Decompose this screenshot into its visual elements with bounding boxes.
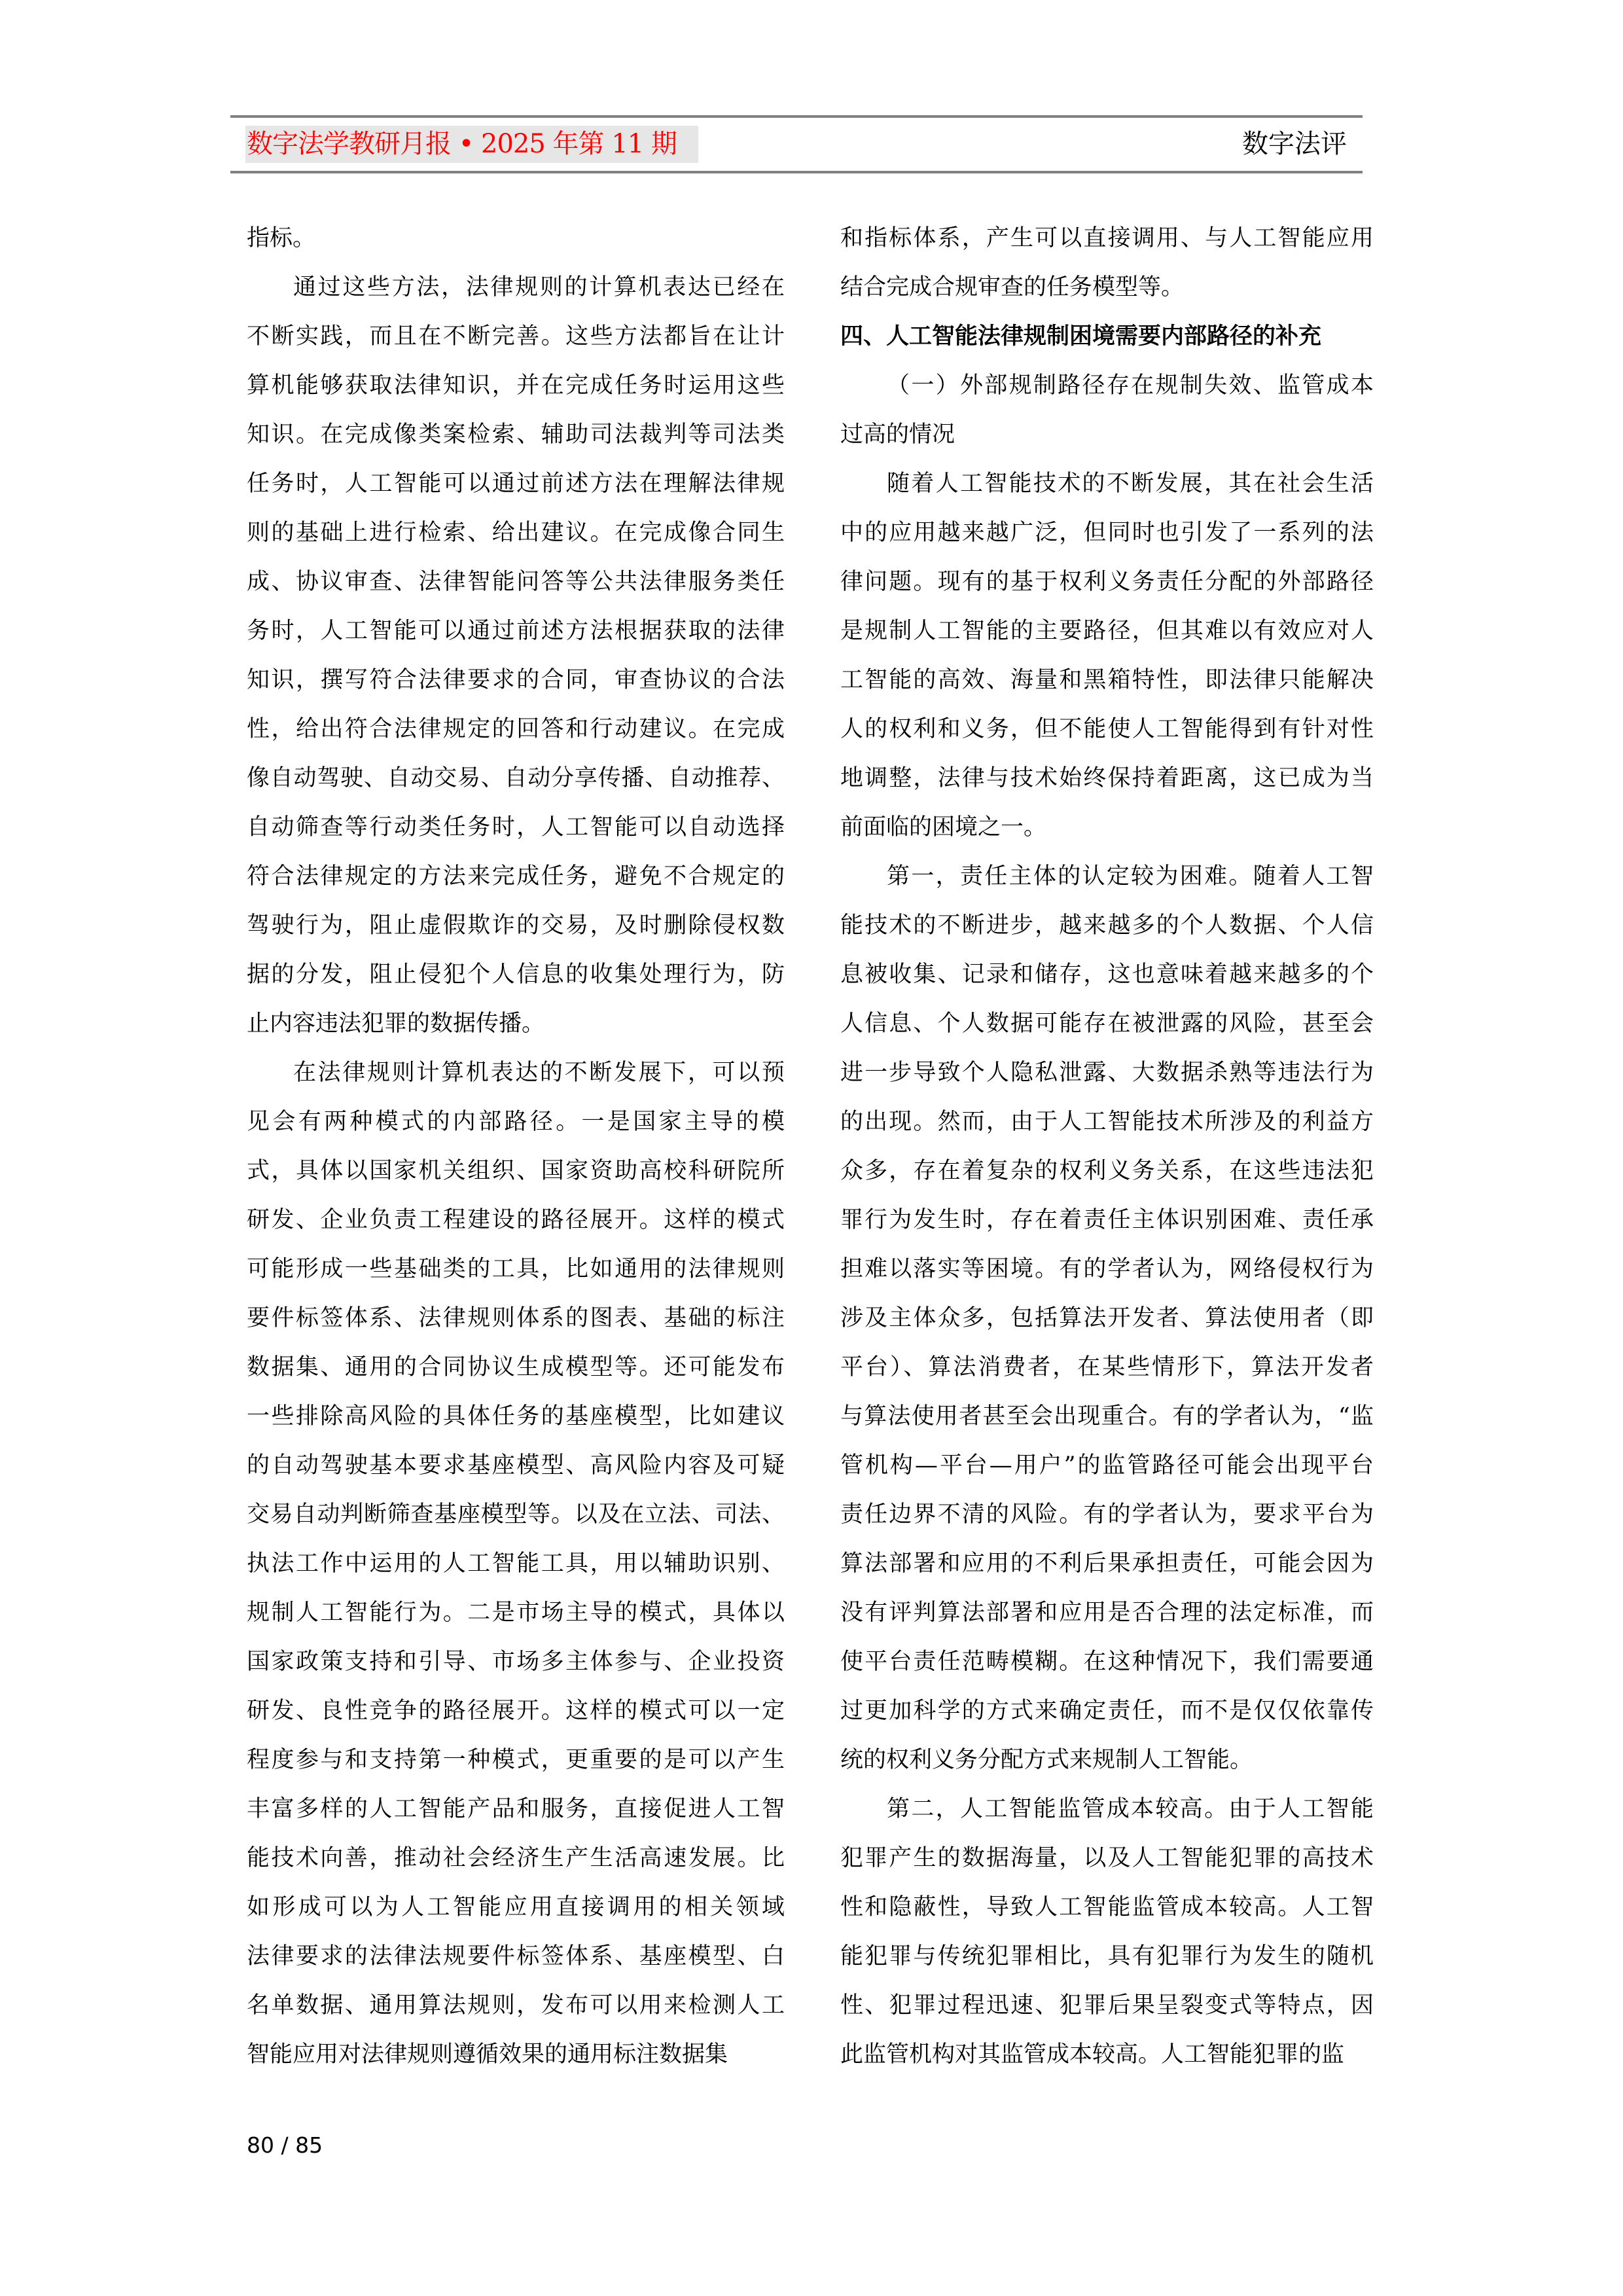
text-line: （一）外部规制路径存在规制失效、监管成本 bbox=[887, 372, 1374, 399]
text-line: 知识。在完成像类案检索、辅助司法裁判等司法类 bbox=[247, 422, 785, 448]
text-line: 和指标体系，产生可以直接调用、与人工智能应用 bbox=[840, 225, 1374, 251]
paragraph bbox=[840, 221, 1374, 319]
text-line: 中的应用越来越广泛，但同时也引发了一系列的法 bbox=[840, 520, 1374, 546]
text-line: 名单数据、通用算法规则，发布可以用来检测人工 bbox=[247, 1992, 785, 2018]
text-line: 见会有两种模式的内部路径。一是国家主导的模 bbox=[247, 1109, 785, 1135]
text-line: 一些排除高风险的具体任务的基座模型，比如建议 bbox=[247, 1403, 785, 1429]
text-line: 国家政策支持和引导、市场多主体参与、企业投资 bbox=[247, 1649, 785, 1675]
text-line: 可能形成一些基础类的工具，比如通用的法律规则 bbox=[247, 1256, 785, 1282]
text-line: 务时，人工智能可以通过前述方法根据获取的法律 bbox=[247, 618, 785, 644]
text-line: 地调整，法律与技术始终保持着距离，这已成为当 bbox=[840, 765, 1374, 791]
page-number: 80 / 85 bbox=[247, 2132, 323, 2158]
text-line: 与算法使用者甚至会出现重合。有的学者认为，“监 bbox=[840, 1403, 1374, 1429]
text-line: 丰富多样的人工智能产品和服务，直接促进人工智 bbox=[247, 1796, 785, 1822]
text-line: 四、人工智能法律规制困境需要内部路径的补充 bbox=[840, 323, 1322, 350]
text-line: 程度参与和支持第一种模式，更重要的是可以产生 bbox=[247, 1747, 785, 1773]
text-line: 此监管机构对其监管成本较高。人工智能犯罪的监 bbox=[840, 2041, 1345, 2068]
header-top-rule bbox=[230, 115, 1363, 118]
text-line: 规制人工智能行为。二是市场主导的模式，具体以 bbox=[247, 1600, 785, 1626]
text-line: 人信息、个人数据可能存在被泄露的风险，甚至会 bbox=[840, 1011, 1374, 1037]
text-line: 能技术的不断进步，越来越多的个人数据、个人信 bbox=[840, 912, 1374, 939]
text-line: 过更加科学的方式来确定责任，而不是仅仅依靠传 bbox=[840, 1698, 1374, 1724]
text-line: 研发、企业负责工程建设的路径展开。这样的模式 bbox=[247, 1207, 785, 1233]
text-line: 要件标签体系、法律规则体系的图表、基础的标注 bbox=[247, 1305, 785, 1331]
text-line: 算法部署和应用的不利后果承担责任，可能会因为 bbox=[840, 1551, 1374, 1577]
text-line: 性，给出符合法律规定的回答和行动建议。在完成 bbox=[247, 716, 785, 742]
text-line: 能犯罪与传统犯罪相比，具有犯罪行为发生的随机 bbox=[840, 1943, 1374, 1969]
text-line: 息被收集、记录和储存，这也意味着越来越多的个 bbox=[840, 961, 1374, 988]
text-line: 止内容违法犯罪的数据传播。 bbox=[247, 1011, 545, 1037]
text-line: 统的权利义务分配方式来规制人工智能。 bbox=[840, 1747, 1253, 1773]
text-line: 责任边界不清的风险。有的学者认为，要求平台为 bbox=[840, 1501, 1374, 1528]
text-line: 第一，责任主体的认定较为困难。随着人工智 bbox=[887, 863, 1374, 889]
text-line: 驾驶行为，阻止虚假欺诈的交易，及时删除侵权数 bbox=[247, 912, 785, 939]
text-line: 性和隐蔽性，导致人工智能监管成本较高。人工智 bbox=[840, 1894, 1374, 1920]
section-heading bbox=[840, 319, 1374, 368]
paragraph bbox=[840, 467, 1374, 859]
text-line: 式，具体以国家机关组织、国家资助高校科研院所 bbox=[247, 1158, 785, 1184]
text-line: 交易自动判断筛查基座模型等。以及在立法、司法、 bbox=[247, 1501, 785, 1528]
text-line: 知识，撰写符合法律要求的合同，审查协议的合法 bbox=[247, 667, 785, 693]
text-line: 过高的情况 bbox=[840, 422, 955, 448]
text-line: 算机能够获取法律知识，并在完成任务时运用这些 bbox=[247, 372, 785, 399]
text-line: 据的分发，阻止侵犯个人信息的收集处理行为，防 bbox=[247, 961, 785, 988]
text-line: 担难以落实等困境。有的学者认为，网络侵权行为 bbox=[840, 1256, 1374, 1282]
text-line: 在法律规则计算机表达的不断发展下，可以预 bbox=[293, 1060, 785, 1086]
text-line: 前面临的困境之一。 bbox=[840, 814, 1047, 840]
text-line: 数据集、通用的合同协议生成模型等。还可能发布 bbox=[247, 1354, 785, 1380]
text-line: 研发、良性竞争的路径展开。这样的模式可以一定 bbox=[247, 1698, 785, 1724]
text-line: 性、犯罪过程迅速、犯罪后果呈裂变式等特点，因 bbox=[840, 1992, 1374, 2018]
paragraph bbox=[840, 1792, 1374, 2087]
text-line: 通过这些方法，法律规则的计算机表达已经在 bbox=[293, 274, 785, 300]
journal-title: 数字法学教研月报 • 2025 年第 11 期 bbox=[245, 126, 698, 163]
text-line: 众多，存在着复杂的权利义务关系，在这些违法犯 bbox=[840, 1158, 1374, 1184]
text-line: 使平台责任范畴模糊。在这种情况下，我们需要通 bbox=[840, 1649, 1374, 1675]
text-line: 人的权利和义务，但不能使人工智能得到有针对性 bbox=[840, 716, 1374, 742]
text-line: 符合法律规定的方法来完成任务，避免不合规定的 bbox=[247, 863, 785, 889]
text-line: 则的基础上进行检索、给出建议。在完成像合同生 bbox=[247, 520, 785, 546]
text-line: 像自动驾驶、自动交易、自动分享传播、自动推荐、 bbox=[247, 765, 785, 791]
text-line: 平台）、算法消费者，在某些情形下，算法开发者 bbox=[840, 1354, 1374, 1380]
text-line: 的出现。然而，由于人工智能技术所涉及的利益方 bbox=[840, 1109, 1374, 1135]
text-line: 罪行为发生时，存在着责任主体识别困难、责任承 bbox=[840, 1207, 1374, 1233]
text-line: 自动筛查等行动类任务时，人工智能可以自动选择 bbox=[247, 814, 785, 840]
text-line: 指标。 bbox=[247, 225, 316, 251]
text-line: 不断实践，而且在不断完善。这些方法都旨在让计 bbox=[247, 323, 785, 350]
paragraph bbox=[840, 859, 1374, 1792]
text-line: 任务时，人工智能可以通过前述方法在理解法律规 bbox=[247, 471, 785, 497]
text-line: 管机构—平台—用户”的监管路径可能会出现平台 bbox=[840, 1452, 1374, 1479]
text-line: 法律要求的法律法规要件标签体系、基座模型、白 bbox=[247, 1943, 785, 1969]
paragraph bbox=[247, 1056, 785, 2087]
text-line: 成、协议审查、法律智能问答等公共法律服务类任 bbox=[247, 569, 785, 595]
text-line: 随着人工智能技术的不断发展，其在社会生活 bbox=[887, 471, 1374, 497]
text-line: 能技术向善，推动社会经济生产生活高速发展。比 bbox=[247, 1845, 785, 1871]
text-line: 律问题。现有的基于权利义务责任分配的外部路径 bbox=[840, 569, 1374, 595]
text-line: 涉及主体众多，包括算法开发者、算法使用者（即 bbox=[840, 1305, 1374, 1331]
column-label: 数字法评 bbox=[1242, 129, 1347, 159]
text-line: 智能应用对法律规则遵循效果的通用标注数据集 bbox=[247, 2041, 728, 2068]
text-line: 第二，人工智能监管成本较高。由于人工智能 bbox=[887, 1796, 1374, 1822]
text-line: 工智能的高效、海量和黑箱特性，即法律只能解决 bbox=[840, 667, 1374, 693]
right-column bbox=[840, 221, 1374, 2087]
text-line: 的自动驾驶基本要求基座模型、高风险内容及可疑 bbox=[247, 1452, 785, 1479]
text-line: 是规制人工智能的主要路径，但其难以有效应对人 bbox=[840, 618, 1374, 644]
left-column bbox=[247, 221, 785, 2087]
text-line: 结合完成合规审查的任务模型等。 bbox=[840, 274, 1185, 300]
text-line: 进一步导致个人隐私泄露、大数据杀熟等违法行为 bbox=[840, 1060, 1374, 1086]
paragraph bbox=[247, 221, 785, 270]
subsection-heading bbox=[840, 368, 1374, 467]
header-bottom-rule bbox=[230, 171, 1363, 173]
text-line: 没有评判算法部署和应用是否合理的法定标准，而 bbox=[840, 1600, 1374, 1626]
text-line: 如形成可以为人工智能应用直接调用的相关领域 bbox=[247, 1894, 785, 1920]
text-line: 执法工作中运用的人工智能工具，用以辅助识别、 bbox=[247, 1551, 785, 1577]
paragraph bbox=[247, 270, 785, 1056]
text-line: 犯罪产生的数据海量，以及人工智能犯罪的高技术 bbox=[840, 1845, 1374, 1871]
